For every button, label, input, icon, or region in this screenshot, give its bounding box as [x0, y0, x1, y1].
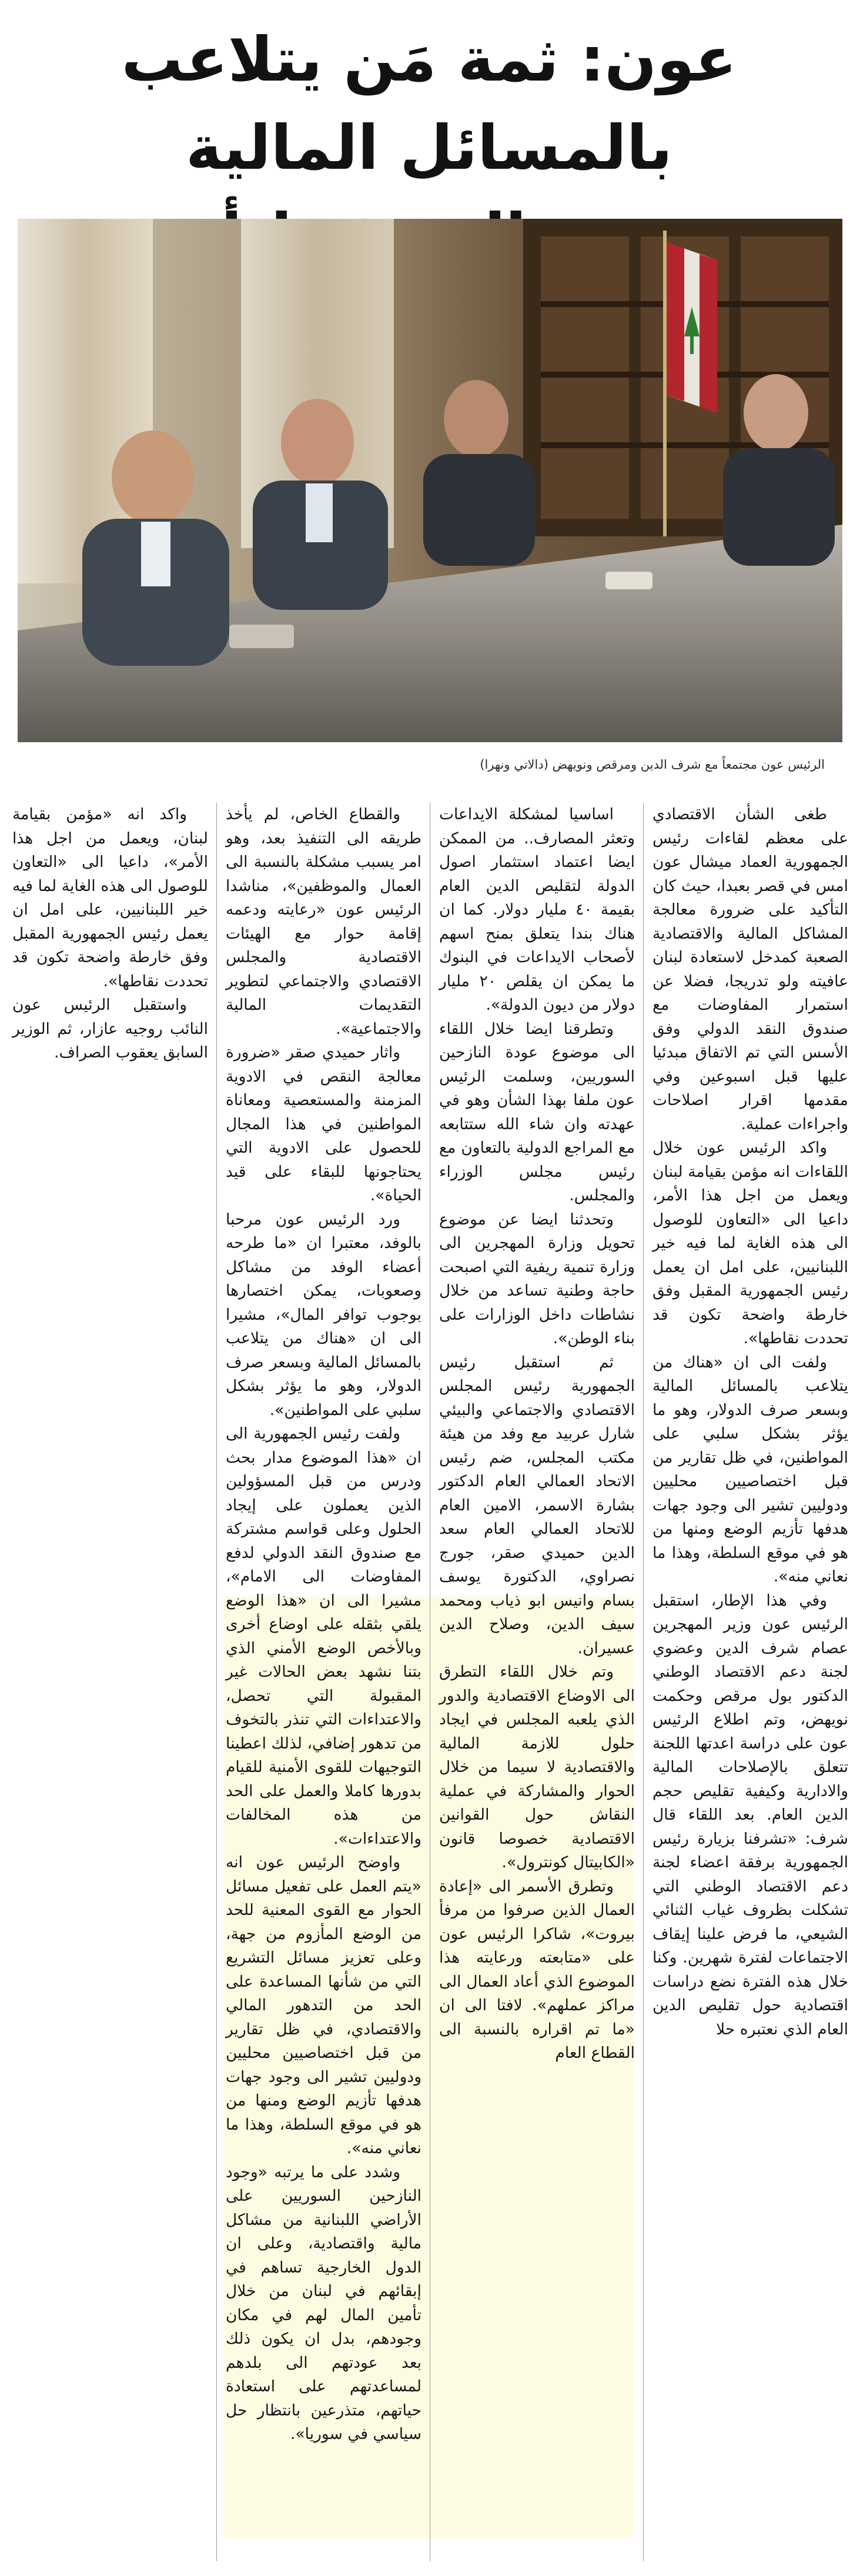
photo-caption: الرئيس عون مجتمعاً مع شرف الدين ومرقص ونويهض (دالاتي ونهرا): [480, 758, 825, 772]
article-photo: [18, 219, 842, 742]
article-paragraph: وشدد على ما يرتبه «وجود النازحين السوريين على الأراضي اللبنانية من مشاكل مالية واقتصادية، وعلى ان الدول الخارجية تساهم في إبقائهم في لبنان من خلال تأمين المال لهم في مكان وجودهم، بدل ان يكون ذلك بعد عودتهم الى بلدهم لمساعدتهم على استعادة حياتهم، متذرعين بانتظار حل سياسي في سوريا».: [226, 2163, 421, 2443]
headline-line-1: عون: ثمة مَن يتلاعب بالمسائل المالية: [121, 24, 737, 183]
column-divider: [216, 803, 217, 2561]
article-paragraph: ولفت رئيس الجمهورية الى ان «هذا الموضوع مدار بحث ودرس من قبل المسؤولين الذين يعملون على إيجاد الحلول وعلى قواسم مشتركة مع صندوق النقد الدولي لدفع المفاوضات الى الامام»، مشيرا الى ان «هذا الوضع يلقي بثقله على اوضاع أخرى وبالأخص الوضع الأمني الذي بتنا نشهد بعض الحالات غير المقبولة التي تحصل، والاعتداءات التي تنذر بالتخوف من تدهور إضافي، لذلك اعطينا التوجيهات للقوى الأمنية للقيام بدورها كاملا والعمل على الحد من هذه المخالفات والاعتداءات».: [226, 1424, 421, 1848]
article-column-4: [12, 803, 208, 1065]
article-paragraph: طغى الشأن الاقتصادي على معظم لقاءات رئيس الجمهورية العماد ميشال عون امس في قصر بعبدا، حيث كان التأكيد على ضرورة معالجة المشاكل المالية والاقتصادية الصعبة كمدخل لاستعادة لبنان عافيته ولو تدريجا، فضلا عن استمرار المفاوضات مع صندوق النقد الدولي وفق الأسس التي تم الاتفاق مبدئيا عليها قبل اسبوعين وفي مقدمها اقرار اصلاحات واجراءات عملية.: [652, 805, 848, 1133]
article-column-2: [439, 803, 635, 2066]
meeting-photo-illustration: [18, 219, 842, 742]
article-paragraph: وتحدثنا ايضا عن موضوع تحويل وزارة المهجرين الى وزارة تنمية ريفية التي اصبحت حاجة وطنية تساعد من خلال نشاطات داخل الوزارات على بناء الوطن».: [439, 1210, 635, 1347]
article-paragraph: واستقبل الرئيس عون النائب روجيه عازار، ثم الوزير السابق يعقوب الصراف.: [12, 996, 208, 1062]
article-paragraph: واوضح الرئيس عون انه «يتم العمل على تفعيل مسائل الحوار مع القوى المعنية للحد من الوضع المأزوم من جهة، وعلى تعزيز مسائل التشريع التي من شأنها المساعدة على الحد من التدهور المالي والاقتصادي، في ظل تقارير من قبل اختصاصيين محليين ودوليين تشير الى وجود جهات هدفها تأزيم الوضع ومنها من هو في موقع السلطة، وهذا ما نعاني منه».: [226, 1853, 421, 2157]
article-paragraph: اساسيا لمشكلة الايداعات وتعثر المصارف.. من الممكن ايضا اعتماد استثمار اصول الدولة لتقليص الدين العام بقيمة ٤٠ مليار دولار. كما ان هناك بندا يتعلق بمنح اسهم لأصحاب الايداعات في البنوك ما يمكن ان يقلص ٢٠ مليار دولار من ديون الدولة».: [439, 805, 635, 1014]
article-paragraph: وتطرق الأسمر الى «إعادة العمال الذين صرفوا من مرفأ بيروت»، شاكرا الرئيس عون على «متابعته ورعايته هذا الموضوع الذي أعاد العمال الى مراكز عملهم». لافتا الى ان «ما تم اقراره بالنسبة الى القطاع العام: [439, 1877, 635, 2062]
article-paragraph: وتطرقنا ايضا خلال اللقاء الى موضوع عودة النازحين السوريين، وسلمت الرئيس عون ملفا بهذا الشأن وهو في عهدته وان شاء الله ستتابعه مع المراجع الدولية بالتعاون مع رئيس مجلس الوزراء والمجلس.: [439, 1019, 635, 1204]
column-divider: [643, 803, 644, 2561]
article-body: [12, 803, 848, 2567]
article-paragraph: والقطاع الخاص، لم يأخذ طريقه الى التنفيذ بعد، وهو امر يسبب مشكلة بالنسبة الى العمال والموظفين»، مناشدا الرئيس عون «رعايته ودعمه إقامة حوار مع الهيئات الاقتصادية والمجلس الاقتصادي والاجتماعي لتطوير التقديمات المالية والاجتماعية».: [226, 805, 421, 1038]
article-paragraph: واثار حميدي صقر «ضرورة معالجة النقص في الادوية المزمنة والمستعصية ومعاناة المواطنين في هذا المجال للحصول على الادوية التي يحتاجونها للبقاء على قيد الحياة».: [226, 1043, 421, 1204]
article-paragraph: وفي هذا الإطار، استقبل الرئيس عون وزير المهجرين عصام شرف الدين وعضوي لجنة دعم الاقتصاد الوطني الدكتور بول مرقص وحكمت نويهض، وتم اطلاع الرئيس عون على دراسة اعدتها اللجنة تتعلق بالإصلاحات المالية والادارية وكيفية تقليص حجم الدين العام. بعد اللقاء قال شرف: «تشرفنا بزيارة رئيس الجمهورية برفقة اعضاء لجنة دعم الاقتصاد الوطني التي تشكلت بظروف غياب الثنائي الشيعي، ما فرض علينا إيقاف الاجتماعات لفترة شهرين. وكنا خلال هذه الفترة نضع دراسات اقتصادية حول تقليص الدين العام الذي نعتبره حلا: [652, 1591, 848, 2038]
article-paragraph: ورد الرئيس عون مرحبا بالوفد، معتبرا ان «ما طرحه أعضاء الوفد من مشاكل وصعوبات، يمكن اختصارها بوجوب توافر المال»، مشيرا الى ان «هناك من يتلاعب بالمسائل المالية وبسعر صرف الدولار، وهو ما يؤثر بشكل سلبي على المواطنين».: [226, 1210, 421, 1419]
article-paragraph: وتم خلال اللقاء التطرق الى الاوضاع الاقتصادية والدور الذي يلعبه المجلس في ايجاد حلول للازمة المالية والاقتصادية لا سيما من خلال الحوار والمشاركة في عملية النقاش حول القوانين الاقتصادية خصوصا قانون «الكابيتال كونترول».: [439, 1663, 635, 1871]
article-paragraph: واكد الرئيس عون خلال اللقاءات انه مؤمن بقيامة لبنان ويعمل من اجل هذا الأمر، داعيا الى «التعاون للوصول الى هذه الغاية لما فيه خير اللبنانيين، على امل ان يعمل رئيس الجمهورية المقبل وفق خارطة واضحة تكون قد تحددت نقاطها».: [652, 1139, 848, 1347]
article-column-3: [226, 803, 421, 2447]
article-column-1: [652, 803, 848, 2041]
article-paragraph: ولفت الى ان «هناك من يتلاعب بالمسائل المالية وبسعر صرف الدولار، وهو ما يؤثر بشكل سلبي على المواطنين، في ظل تقارير من قبل اختصاصيين محليين ودوليين تشير الى وجود جهات هدفها تأزيم الوضع ومنها من هو في موقع السلطة، وهذا ما نعاني منه».: [652, 1353, 848, 1586]
article-paragraph: ثم استقبل رئيس الجمهورية رئيس المجلس الاقتصادي والاجتماعي والبيئي شارل عربيد مع وفد من هيئة مكتب المجلس، ضم رئيس الاتحاد العمالي العام الدكتور بشارة الاسمر، الامين العام للاتحاد العمالي العام سعد الدين حميدي صقر، جورج نصراوي، الدكتورة يوسف بسام وانيس ابو ذياب ومحمد سيف الدين، وصلاح الدين عسيران.: [439, 1353, 635, 1657]
article-paragraph: واكد انه «مؤمن بقيامة لبنان، ويعمل من اجل هذا الأمر»، داعيا الى «التعاون للوصول الى هذه الغاية لما فيه خير اللبنانيين، على امل ان يعمل رئيس الجمهورية المقبل وفق خارطة واضحة تكون قد تحددت نقاطها».: [12, 805, 208, 990]
